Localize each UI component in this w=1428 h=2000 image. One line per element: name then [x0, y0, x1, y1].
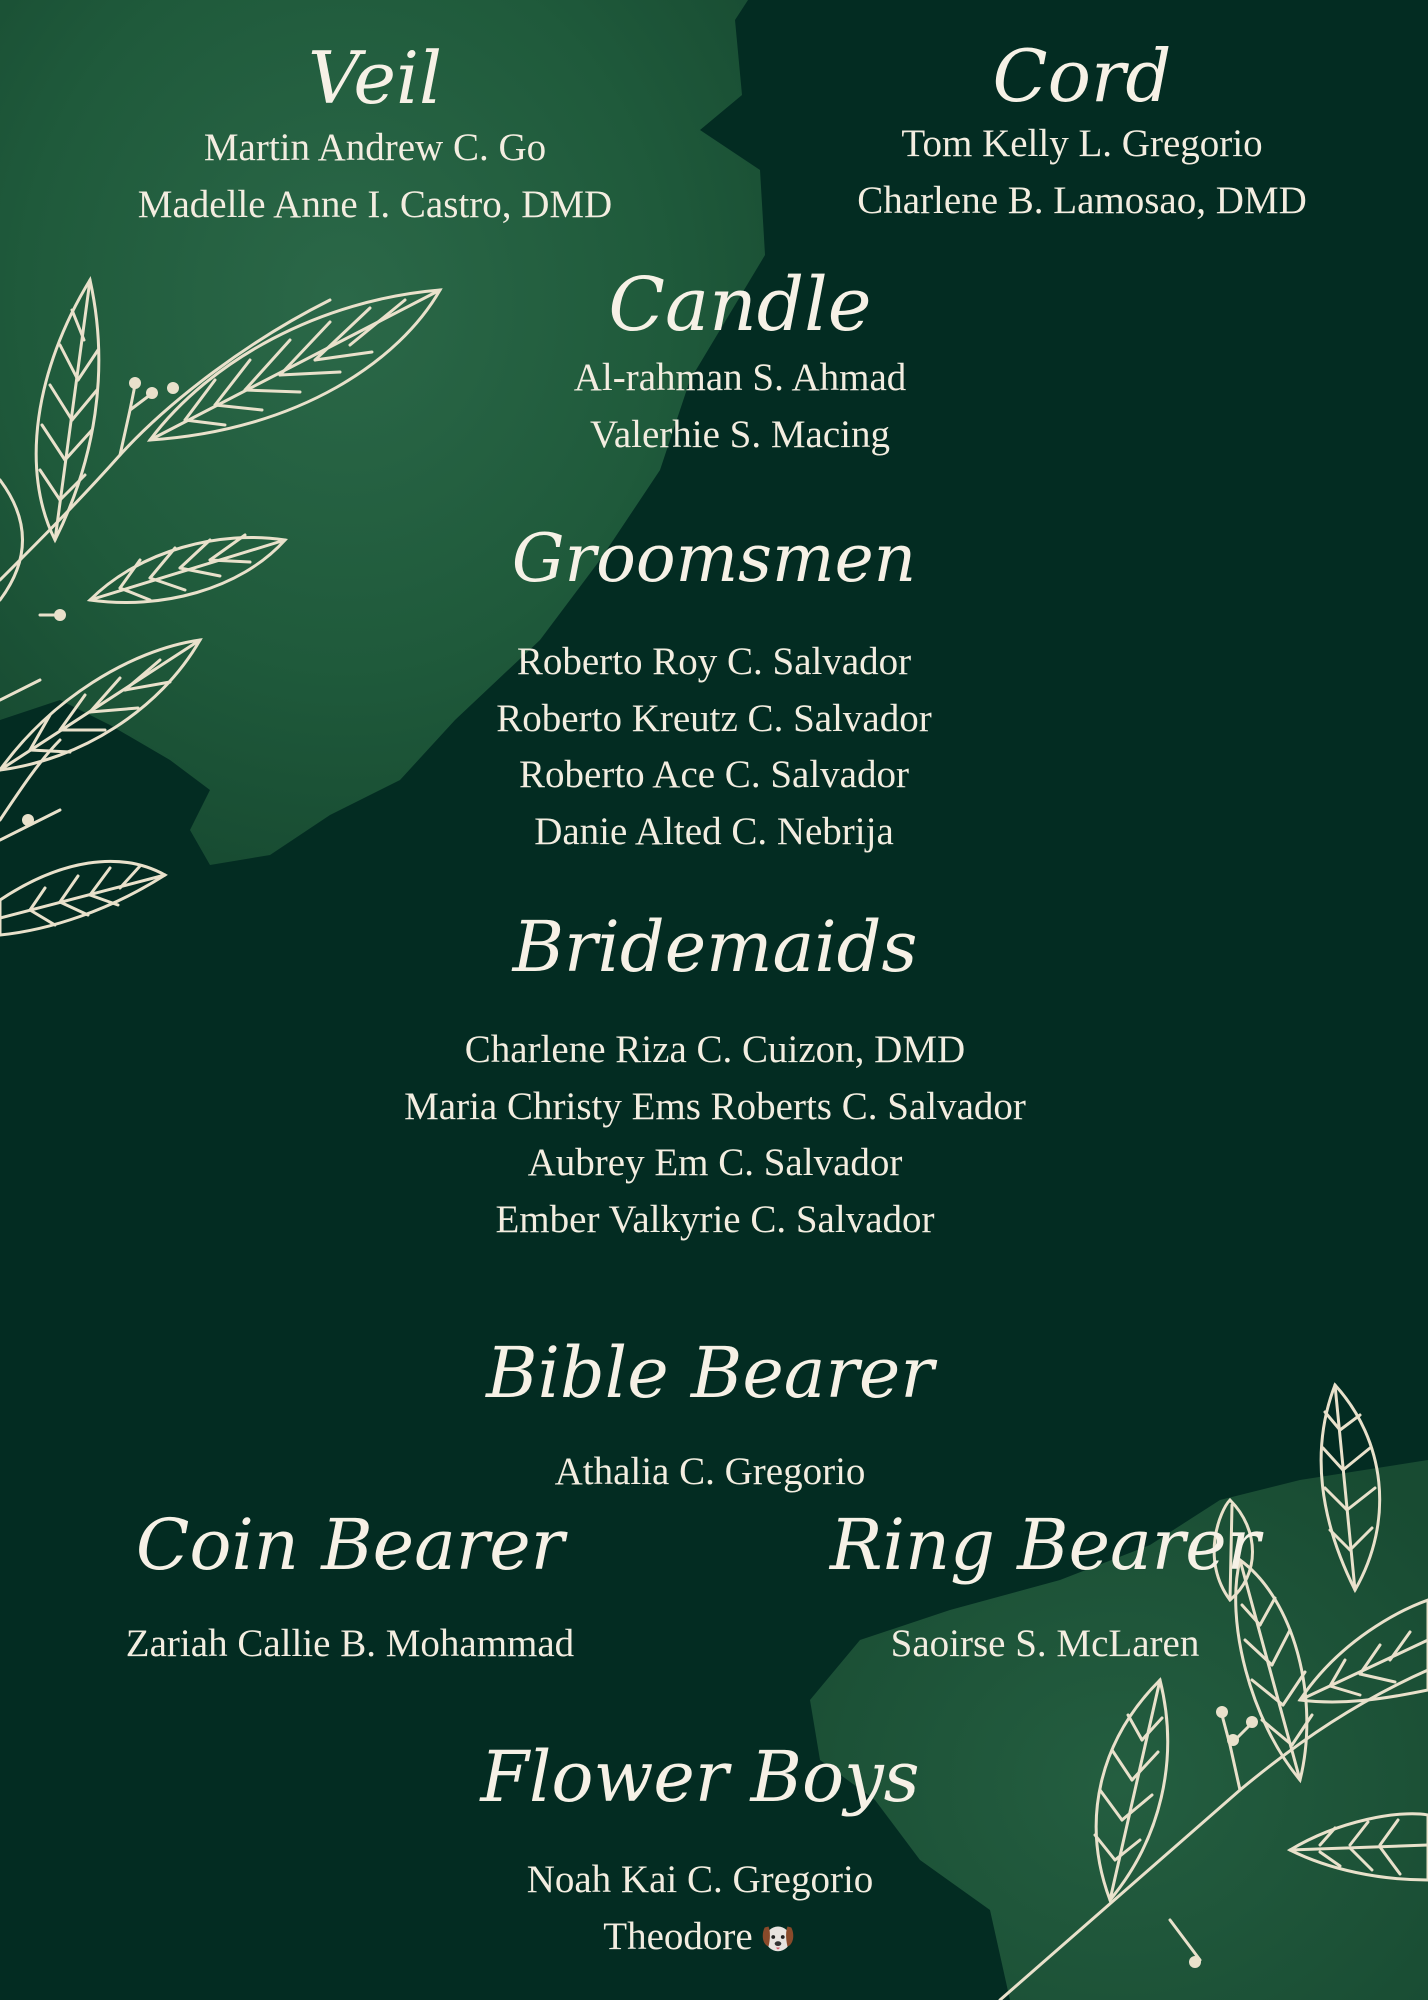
flower-boys-name-1: Noah Kai C. Gregorio	[526, 1858, 874, 1901]
groomsmen-heading: Groomsmen	[511, 520, 917, 597]
bible-bearer-name-1: Athalia C. Gregorio	[554, 1450, 866, 1493]
candle-section	[420, 262, 1060, 463]
bridesmaids-section	[340, 906, 1090, 1248]
flower-boys-heading: Flower Boys	[480, 1736, 920, 1818]
flower-boys-name-2	[420, 1909, 980, 1966]
groomsmen-name-1: Roberto Roy C. Salvador	[516, 640, 912, 683]
cord-section	[812, 34, 1352, 229]
bridesmaids-name-3: Aubrey Em C. Salvador	[527, 1141, 903, 1184]
coin-bearer-heading: Coin Bearer	[135, 1504, 565, 1586]
cord-heading: Cord	[992, 34, 1172, 118]
ring-bearer-heading: Ring Bearer	[829, 1504, 1261, 1586]
flower-boys-name-2-text: Theodore	[603, 1914, 753, 1958]
groomsmen-name-2: Roberto Kreutz C. Salvador	[496, 696, 932, 740]
bible-bearer-heading: Bible Bearer	[486, 1332, 934, 1414]
veil-heading: Veil	[307, 36, 443, 120]
veil-section	[110, 36, 640, 233]
cord-name-2: Charlene B. Lamosao, DMD	[857, 178, 1307, 222]
veil-name-1: Martin Andrew C. Go	[203, 126, 547, 169]
groomsmen-name-4: Danie Alted C. Nebrija	[534, 809, 894, 853]
bible-bearer-section	[420, 1332, 1000, 1501]
bridesmaids-name-1: Charlene Riza C. Cuizon, DMD	[464, 1028, 966, 1071]
cord-name-1: Tom Kelly L. Gregorio	[901, 122, 1263, 165]
groomsmen-section	[380, 520, 1048, 860]
ring-bearer-name-1: Saoirse S. McLaren	[890, 1622, 1200, 1665]
groomsmen-name-3: Roberto Ace C. Salvador	[519, 753, 909, 796]
dog-face-icon	[759, 1918, 797, 1956]
flower-boys-section	[420, 1736, 980, 1965]
ring-bearer-section	[820, 1504, 1270, 1673]
bridesmaids-name-4: Ember Valkyrie C. Salvador	[495, 1197, 935, 1241]
coin-bearer-name-1: Zariah Callie B. Mohammad	[125, 1622, 575, 1665]
candle-heading: Candle	[608, 262, 872, 348]
veil-name-2: Madelle Anne I. Castro, DMD	[137, 182, 613, 226]
bridesmaids-name-2: Maria Christy Ems Roberts C. Salvador	[404, 1084, 1026, 1128]
bridesmaids-heading: Bridemaids	[512, 906, 918, 988]
candle-name-1: Al-rahman S. Ahmad	[573, 356, 907, 399]
coin-bearer-section	[80, 1504, 620, 1673]
candle-name-2: Valerhie S. Macing	[589, 412, 890, 456]
